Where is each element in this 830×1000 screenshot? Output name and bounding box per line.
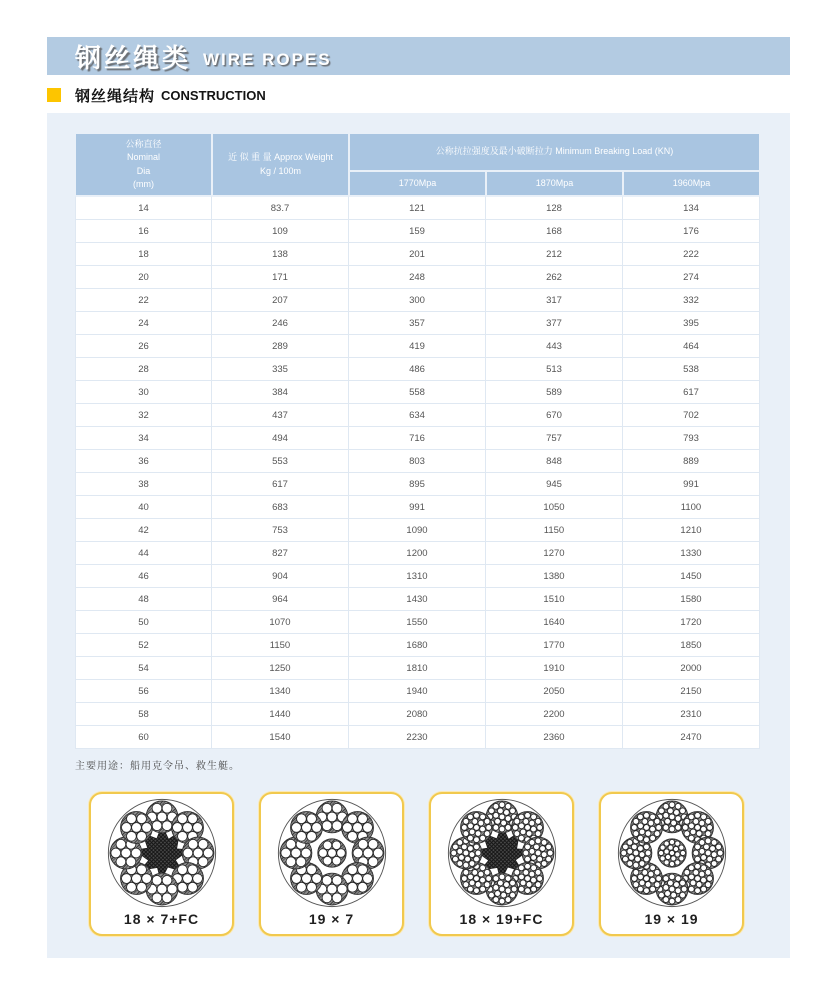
table-cell: 945 bbox=[486, 473, 623, 496]
table-cell: 18 bbox=[75, 243, 212, 266]
table-cell: 2050 bbox=[486, 680, 623, 703]
table-row bbox=[75, 427, 760, 450]
rope-construction-label: 19 × 19 bbox=[644, 911, 699, 927]
table-row bbox=[75, 680, 760, 703]
table-row bbox=[75, 196, 760, 220]
table-cell: 1330 bbox=[623, 542, 760, 565]
usage-note: 主要用途：船用克令吊、救生艇。 bbox=[75, 761, 240, 772]
header-line: Dia bbox=[136, 165, 151, 176]
table-row bbox=[75, 243, 760, 266]
table-cell: 1770 bbox=[486, 634, 623, 657]
table-cell: 702 bbox=[623, 404, 760, 427]
table-cell: 128 bbox=[486, 196, 623, 220]
table-cell: 48 bbox=[75, 588, 212, 611]
table-row bbox=[75, 312, 760, 335]
table-cell: 2230 bbox=[349, 726, 486, 749]
table-cell: 1150 bbox=[486, 519, 623, 542]
table-cell: 22 bbox=[75, 289, 212, 312]
header-line: Kg / 100m bbox=[259, 165, 302, 176]
table-cell: 716 bbox=[349, 427, 486, 450]
table-cell: 109 bbox=[212, 220, 349, 243]
table-cell: 670 bbox=[486, 404, 623, 427]
table-cell: 1450 bbox=[623, 565, 760, 588]
table-row bbox=[75, 611, 760, 634]
table-cell: 60 bbox=[75, 726, 212, 749]
table-cell: 50 bbox=[75, 611, 212, 634]
table-cell: 42 bbox=[75, 519, 212, 542]
table-cell: 159 bbox=[349, 220, 486, 243]
table-cell: 1210 bbox=[623, 519, 760, 542]
table-cell: 134 bbox=[623, 196, 760, 220]
table-cell: 176 bbox=[623, 220, 760, 243]
table-cell: 1200 bbox=[349, 542, 486, 565]
table-cell: 2360 bbox=[486, 726, 623, 749]
content-panel bbox=[47, 113, 790, 958]
table-cell: 757 bbox=[486, 427, 623, 450]
rope-card bbox=[259, 792, 404, 936]
page-title-chinese: 钢丝绳类 bbox=[75, 42, 192, 73]
table-cell: 904 bbox=[212, 565, 349, 588]
rope-diagram-container bbox=[106, 797, 218, 909]
rope-construction-label: 19 × 7 bbox=[308, 911, 355, 927]
col-header-grade-1960: 1960Mpa bbox=[623, 171, 760, 196]
table-row bbox=[75, 473, 760, 496]
table-cell: 1640 bbox=[486, 611, 623, 634]
table-cell: 171 bbox=[212, 266, 349, 289]
table-cell: 1310 bbox=[349, 565, 486, 588]
table-cell: 274 bbox=[623, 266, 760, 289]
section-header bbox=[47, 86, 266, 104]
table-cell: 753 bbox=[212, 519, 349, 542]
table-cell: 895 bbox=[349, 473, 486, 496]
table-cell: 558 bbox=[349, 381, 486, 404]
table-cell: 44 bbox=[75, 542, 212, 565]
table-row bbox=[75, 703, 760, 726]
table-cell: 332 bbox=[623, 289, 760, 312]
table-cell: 964 bbox=[212, 588, 349, 611]
col-header-grade-1870: 1870Mpa bbox=[486, 171, 623, 196]
table-cell: 1250 bbox=[212, 657, 349, 680]
table-row bbox=[75, 335, 760, 358]
table-cell: 16 bbox=[75, 220, 212, 243]
table-row bbox=[75, 358, 760, 381]
rope-diagram-container bbox=[446, 797, 558, 909]
table-cell: 138 bbox=[212, 243, 349, 266]
table-cell: 1380 bbox=[486, 565, 623, 588]
table-cell: 248 bbox=[349, 266, 486, 289]
table-cell: 36 bbox=[75, 450, 212, 473]
page-title-english: WIRE ROPES bbox=[203, 49, 332, 69]
table-cell: 443 bbox=[486, 335, 623, 358]
table-cell: 168 bbox=[486, 220, 623, 243]
table-cell: 1150 bbox=[212, 634, 349, 657]
rope-construction-label: 18 × 7+FC bbox=[123, 911, 200, 927]
table-cell: 1580 bbox=[623, 588, 760, 611]
wire-rope-cross-section-svg bbox=[106, 797, 218, 909]
table-cell: 1070 bbox=[212, 611, 349, 634]
wire-rope-cross-section-svg bbox=[616, 797, 728, 909]
table-cell: 40 bbox=[75, 496, 212, 519]
table-cell: 54 bbox=[75, 657, 212, 680]
table-cell: 2000 bbox=[623, 657, 760, 680]
table-cell: 513 bbox=[486, 358, 623, 381]
table-cell: 26 bbox=[75, 335, 212, 358]
table-cell: 1540 bbox=[212, 726, 349, 749]
table-row bbox=[75, 450, 760, 473]
table-cell: 28 bbox=[75, 358, 212, 381]
table-row bbox=[75, 657, 760, 680]
table-cell: 377 bbox=[486, 312, 623, 335]
spec-table bbox=[75, 133, 760, 749]
header-line: Nominal bbox=[126, 152, 160, 162]
table-row bbox=[75, 266, 760, 289]
table-cell: 803 bbox=[349, 450, 486, 473]
table-cell: 494 bbox=[212, 427, 349, 450]
rope-diagram-container bbox=[616, 797, 728, 909]
table-cell: 2150 bbox=[623, 680, 760, 703]
table-cell: 486 bbox=[349, 358, 486, 381]
table-cell: 38 bbox=[75, 473, 212, 496]
table-cell: 121 bbox=[349, 196, 486, 220]
table-cell: 262 bbox=[486, 266, 623, 289]
table-cell: 1510 bbox=[486, 588, 623, 611]
table-cell: 464 bbox=[623, 335, 760, 358]
table-cell: 617 bbox=[623, 381, 760, 404]
table-cell: 289 bbox=[212, 335, 349, 358]
table-cell: 419 bbox=[349, 335, 486, 358]
table-cell: 246 bbox=[212, 312, 349, 335]
table-cell: 24 bbox=[75, 312, 212, 335]
table-cell: 1550 bbox=[349, 611, 486, 634]
table-cell: 553 bbox=[212, 450, 349, 473]
table-cell: 991 bbox=[349, 496, 486, 519]
table-cell: 848 bbox=[486, 450, 623, 473]
table-cell: 357 bbox=[349, 312, 486, 335]
table-cell: 1720 bbox=[623, 611, 760, 634]
table-cell: 2470 bbox=[623, 726, 760, 749]
table-row bbox=[75, 519, 760, 542]
table-cell: 14 bbox=[75, 196, 212, 220]
table-cell: 34 bbox=[75, 427, 212, 450]
table-cell: 384 bbox=[212, 381, 349, 404]
table-cell: 207 bbox=[212, 289, 349, 312]
table-cell: 222 bbox=[623, 243, 760, 266]
table-row bbox=[75, 542, 760, 565]
table-cell: 589 bbox=[486, 381, 623, 404]
table-cell: 683 bbox=[212, 496, 349, 519]
col-header-nominal-dia bbox=[75, 133, 212, 196]
table-row bbox=[75, 220, 760, 243]
title-bar bbox=[47, 37, 790, 75]
table-cell: 634 bbox=[349, 404, 486, 427]
wire-rope-cross-section-svg bbox=[276, 797, 388, 909]
rope-construction-label: 18 × 19+FC bbox=[459, 911, 544, 927]
table-cell: 1430 bbox=[349, 588, 486, 611]
table-row bbox=[75, 289, 760, 312]
rope-card bbox=[599, 792, 744, 936]
section-title-chinese: 钢丝绳结构 bbox=[75, 87, 156, 105]
table-cell: 317 bbox=[486, 289, 623, 312]
table-row bbox=[75, 496, 760, 519]
table-cell: 1100 bbox=[623, 496, 760, 519]
header-line: 近 似 重 量 Approx Weight bbox=[228, 152, 333, 162]
table-cell: 83.7 bbox=[212, 196, 349, 220]
table-cell: 1050 bbox=[486, 496, 623, 519]
table-row bbox=[75, 404, 760, 427]
col-header-breaking-load: 公称抗拉强度及最小破断拉力 Minimum Breaking Load (KN) bbox=[349, 133, 760, 171]
table-cell: 300 bbox=[349, 289, 486, 312]
table-cell: 1850 bbox=[623, 634, 760, 657]
table-cell: 437 bbox=[212, 404, 349, 427]
table-cell: 1440 bbox=[212, 703, 349, 726]
table-cell: 1940 bbox=[349, 680, 486, 703]
table-cell: 212 bbox=[486, 243, 623, 266]
table-cell: 1680 bbox=[349, 634, 486, 657]
table-cell: 52 bbox=[75, 634, 212, 657]
table-row bbox=[75, 381, 760, 404]
table-cell: 1810 bbox=[349, 657, 486, 680]
header-line: 公称直径 bbox=[125, 138, 162, 149]
spec-table-header bbox=[75, 133, 760, 196]
table-cell: 617 bbox=[212, 473, 349, 496]
table-row bbox=[75, 565, 760, 588]
wire-rope-cross-section-svg bbox=[446, 797, 558, 909]
spec-table-body bbox=[75, 196, 760, 749]
table-cell: 201 bbox=[349, 243, 486, 266]
table-row bbox=[75, 634, 760, 657]
table-cell: 30 bbox=[75, 381, 212, 404]
table-cell: 2200 bbox=[486, 703, 623, 726]
table-row bbox=[75, 588, 760, 611]
table-cell: 32 bbox=[75, 404, 212, 427]
table-cell: 395 bbox=[623, 312, 760, 335]
table-cell: 1910 bbox=[486, 657, 623, 680]
table-cell: 889 bbox=[623, 450, 760, 473]
table-cell: 991 bbox=[623, 473, 760, 496]
table-cell: 2310 bbox=[623, 703, 760, 726]
table-cell: 46 bbox=[75, 565, 212, 588]
table-cell: 538 bbox=[623, 358, 760, 381]
table-cell: 20 bbox=[75, 266, 212, 289]
col-header-approx-weight bbox=[212, 133, 349, 196]
table-cell: 2080 bbox=[349, 703, 486, 726]
table-cell: 1340 bbox=[212, 680, 349, 703]
header-line: (mm) bbox=[133, 179, 154, 189]
rope-cards-row bbox=[89, 792, 744, 936]
table-cell: 58 bbox=[75, 703, 212, 726]
col-header-grade-1770: 1770Mpa bbox=[349, 171, 486, 196]
yellow-bullet-icon bbox=[47, 88, 61, 102]
table-cell: 335 bbox=[212, 358, 349, 381]
table-cell: 56 bbox=[75, 680, 212, 703]
table-row bbox=[75, 726, 760, 749]
table-cell: 1090 bbox=[349, 519, 486, 542]
rope-card bbox=[429, 792, 574, 936]
rope-diagram-container bbox=[276, 797, 388, 909]
rope-card bbox=[89, 792, 234, 936]
table-cell: 793 bbox=[623, 427, 760, 450]
table-cell: 1270 bbox=[486, 542, 623, 565]
table-cell: 827 bbox=[212, 542, 349, 565]
section-title-english: CONSTRUCTION bbox=[161, 87, 266, 103]
